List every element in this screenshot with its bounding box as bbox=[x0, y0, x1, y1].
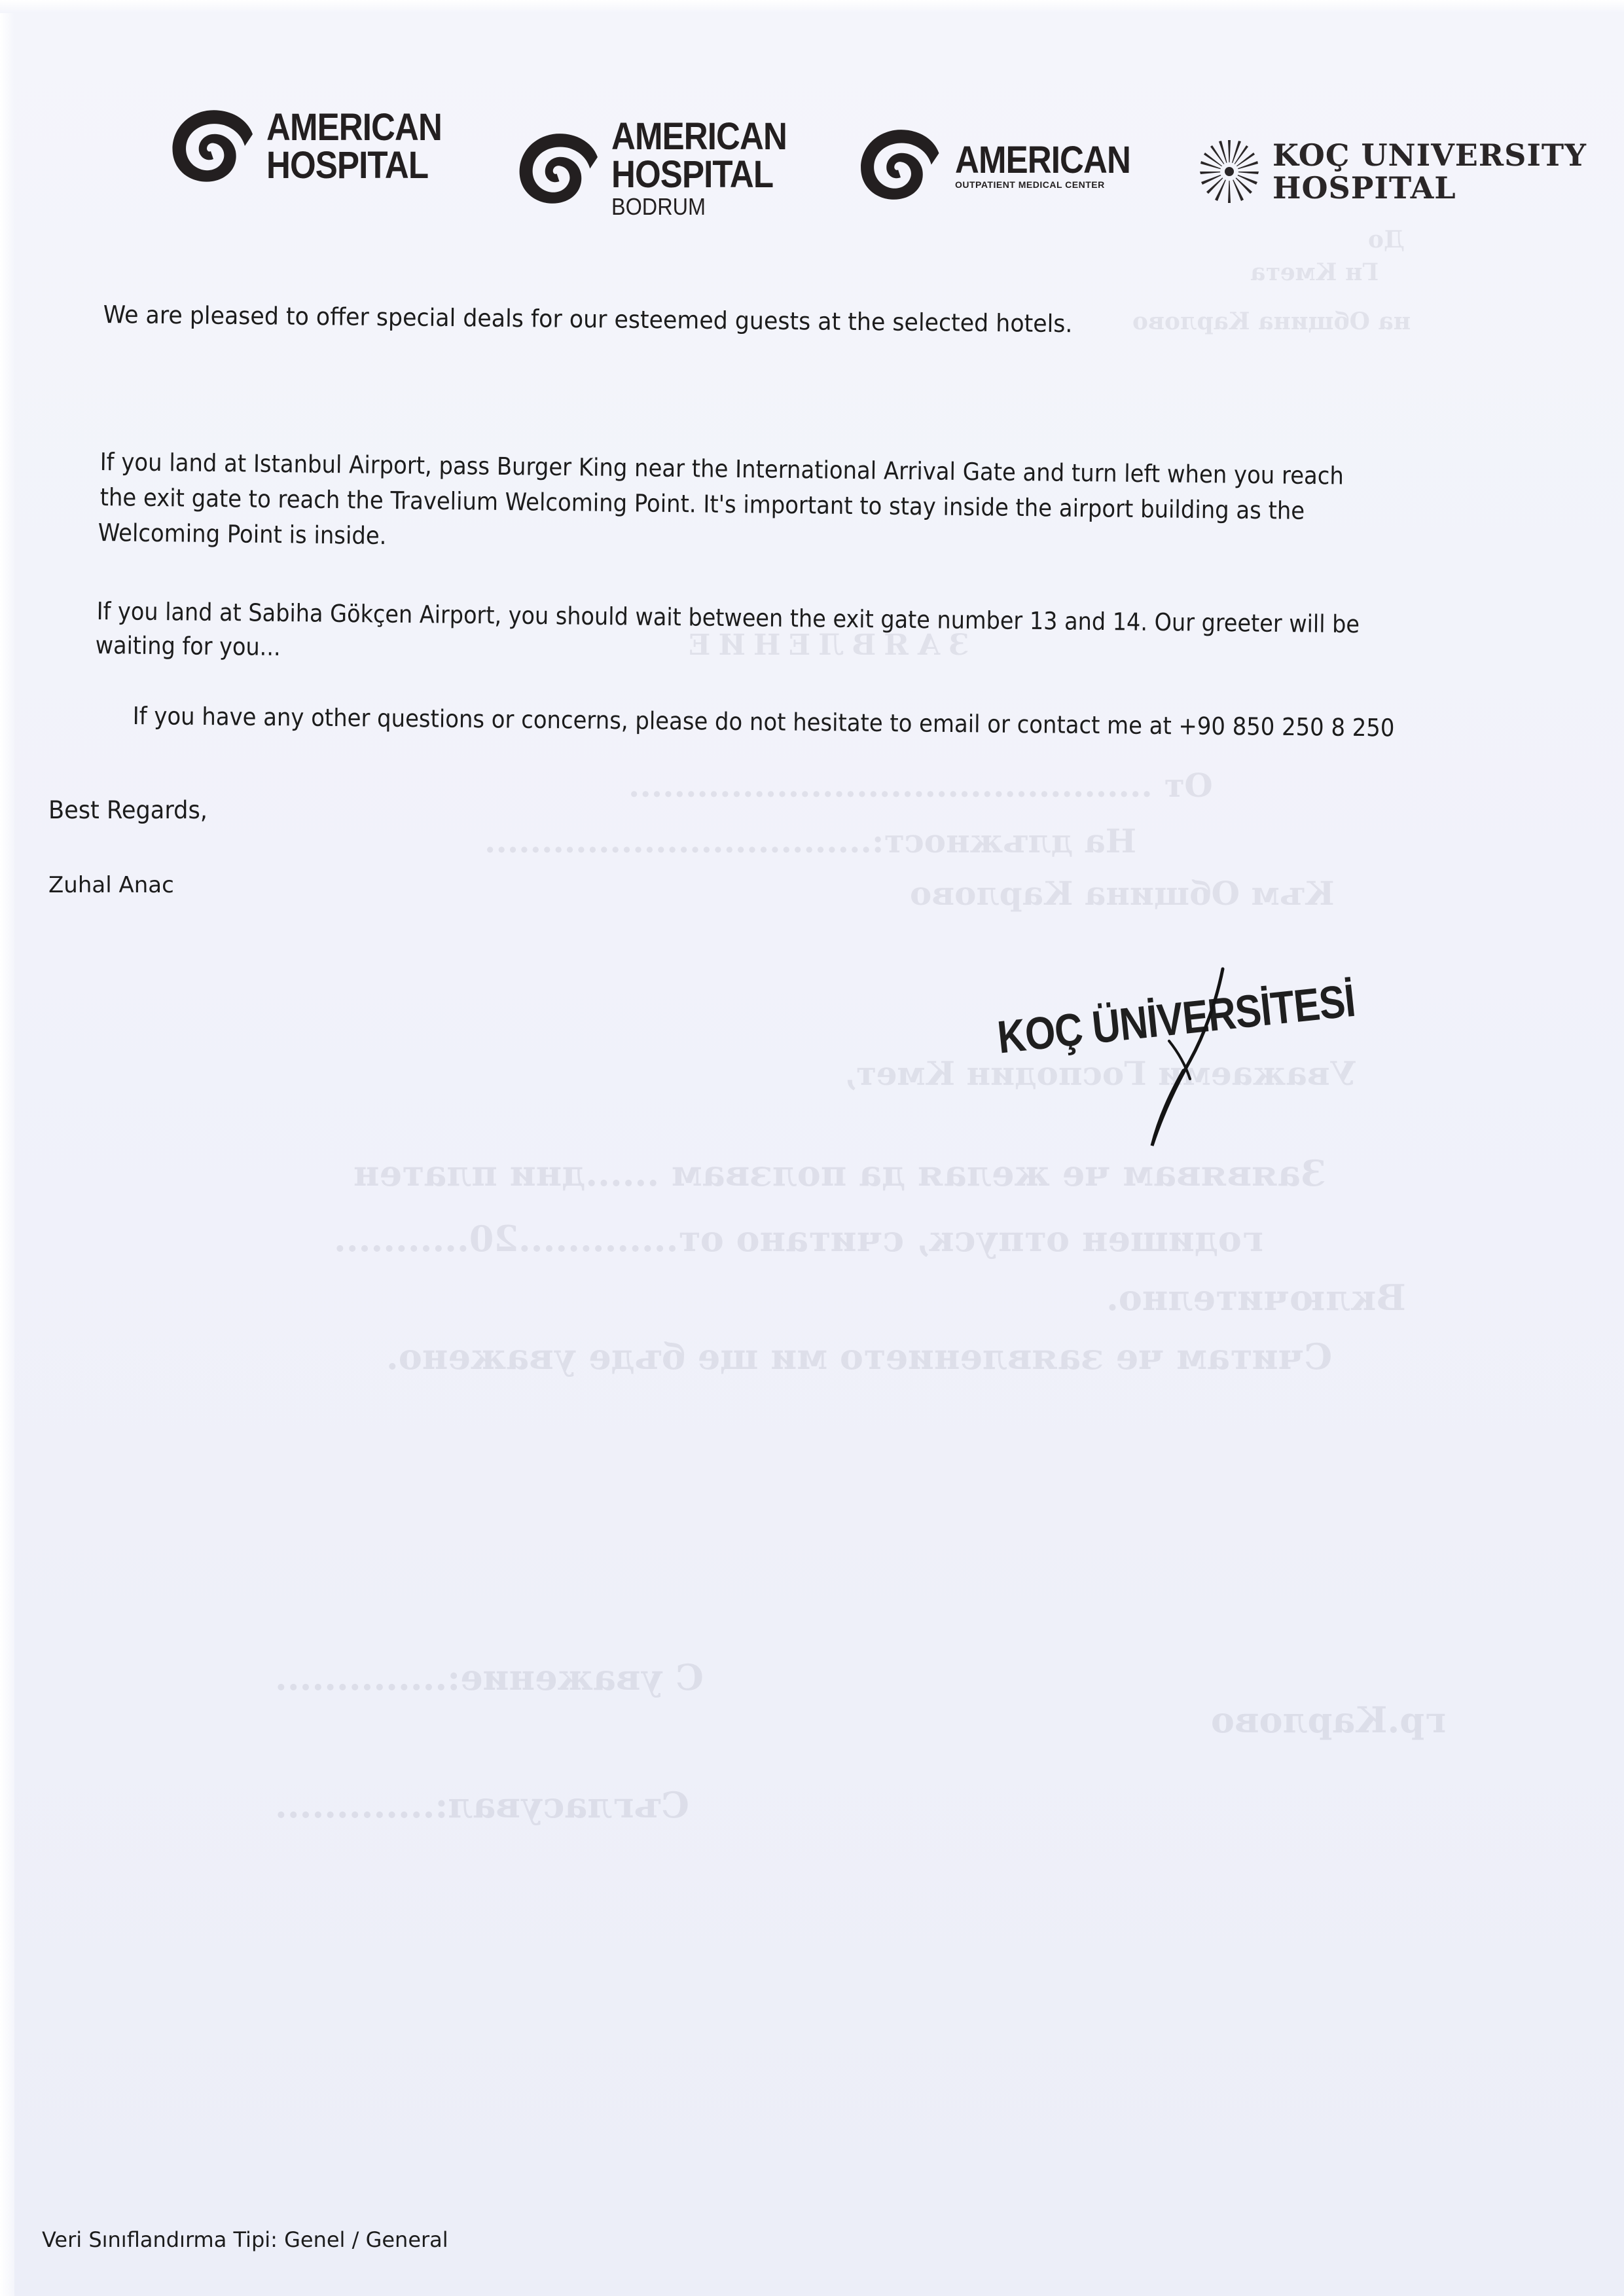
istanbul-instructions-line: the exit gate to reach the Travelium Welcoming Point. It's important to stay inside the airport building as the bbox=[99, 483, 1305, 525]
university-stamp: KOÇ ÜNİVERSİTESİ bbox=[995, 974, 1358, 1063]
data-classification-footer: Veri Sınıflandırma Tipi: Genel / General bbox=[42, 2227, 448, 2252]
nautilus-shell-icon bbox=[516, 132, 602, 207]
american-hospital-bodrum-logo bbox=[516, 115, 811, 220]
sunburst-emblem-icon bbox=[1199, 137, 1259, 206]
logo-subline: OUTPATIENT MEDICAL CENTER bbox=[955, 179, 1105, 190]
bleed-through-line: годишен отпуск, считано от.............20........... bbox=[334, 1218, 1263, 1260]
bleed-through-line: С уважение:.............. bbox=[275, 1656, 704, 1698]
bleed-through-line: От .............................................. bbox=[628, 766, 1213, 805]
bleed-through-line: Гн Кмета bbox=[1250, 259, 1379, 286]
bleed-through-line: Заявявам че желая да ползвам ......дни платен bbox=[353, 1152, 1326, 1194]
logo-line: HOSPITAL bbox=[266, 144, 429, 187]
bleed-through-line: гр.Карлово bbox=[1211, 1699, 1447, 1741]
logo-line: AMERICAN bbox=[611, 115, 787, 158]
logo-line: AMERICAN bbox=[955, 138, 1131, 181]
logo-line: HOSPITAL bbox=[1272, 170, 1456, 206]
signature-mark bbox=[1106, 962, 1237, 1159]
nautilus-shell-icon bbox=[169, 108, 257, 185]
bleed-through-line: на Община Карлово bbox=[1132, 308, 1411, 335]
contact-paragraph: If you have any other questions or concerns, please do not hesitate to email or contact me at +90 850 250 8 250 bbox=[132, 701, 1395, 742]
american-hospital-logo bbox=[169, 108, 466, 185]
logo-line: AMERICAN bbox=[266, 106, 442, 149]
logo-subline: BODRUM bbox=[611, 193, 706, 220]
nautilus-shell-icon bbox=[856, 128, 945, 203]
logo-line: HOSPITAL bbox=[611, 153, 774, 196]
bleed-through-line: Към Община Карлово bbox=[910, 874, 1335, 913]
sabiha-instructions-line: waiting for you... bbox=[95, 630, 281, 661]
bleed-through-line: Включително. bbox=[1106, 1277, 1406, 1319]
scan-edge-top bbox=[0, 0, 1624, 13]
intro-paragraph: We are pleased to offer special deals for our esteemed guests at the selected hotels. bbox=[103, 300, 1073, 338]
bleed-through-line: На длъжност:.................................. bbox=[484, 822, 1137, 860]
signer-name: Zuhal Anac bbox=[48, 872, 174, 898]
bleed-through-line: Съгласувал:............. bbox=[275, 1784, 689, 1826]
closing-line: Best Regards, bbox=[48, 796, 208, 824]
istanbul-instructions-line: If you land at Istanbul Airport, pass Burger King near the International Arrival Gate and turn left when you reach bbox=[99, 447, 1344, 490]
sabiha-instructions-line: If you land at Sabiha Gökçen Airport, you should wait between the exit gate number 13 and 14. Our greeter will be bbox=[96, 596, 1360, 639]
american-outpatient-logo bbox=[856, 128, 1155, 203]
istanbul-instructions-line: Welcoming Point is inside. bbox=[98, 518, 387, 550]
bleed-through-line: Уважаеми Господин Кмет, bbox=[844, 1054, 1357, 1093]
bleed-through-line: Считам че заявлението ми ще бъде уважено. bbox=[386, 1336, 1333, 1377]
koc-university-hospital-logo bbox=[1199, 137, 1587, 206]
bleed-through-line: ЗАЯВЛЕНИЕ bbox=[681, 629, 969, 662]
scan-edge-left bbox=[0, 0, 14, 2296]
bleed-through-line: До bbox=[1368, 226, 1405, 253]
logo-line: KOÇ UNIVERSITY bbox=[1272, 137, 1587, 173]
